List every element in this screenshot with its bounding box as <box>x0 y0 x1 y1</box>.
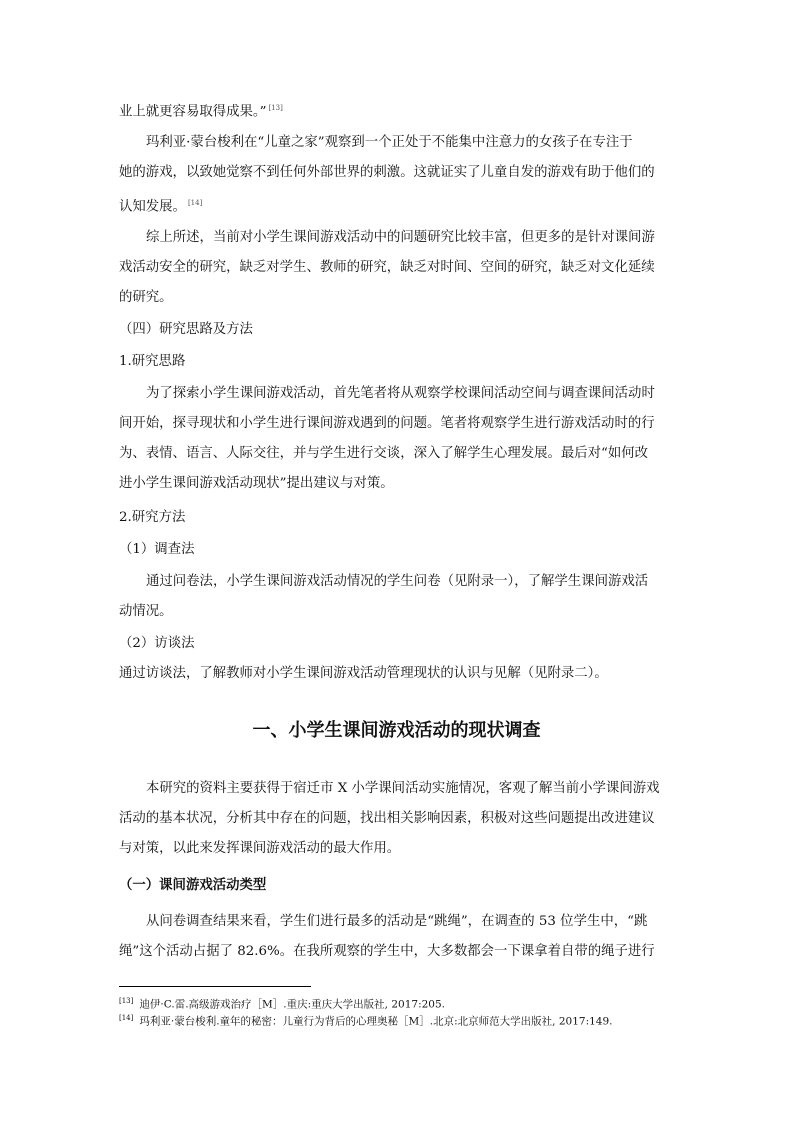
subsection-heading: （四）研究思路及方法 <box>119 322 253 337</box>
subsection-heading: 1.研究思路 <box>119 354 186 369</box>
paragraph-line: 从问卷调查结果来看，学生们进行最多的活动是“跳绳”，在调查的 53 位学生中，“跳 <box>146 914 648 929</box>
section-title: （一）课间游戏活动类型 <box>119 878 267 893</box>
paragraph-line: 为了探索小学生课间游戏活动，首先笔者将从观察学校课间活动空间与调查课间活动时 <box>146 386 655 401</box>
paragraph-line: 绳”这个活动占据了 82.6%。在我所观察的学生中，大多数都会一下课拿着自带的绳子进行 <box>119 944 655 959</box>
chapter-title: 一、小学生课间游戏活动的现状调查 <box>252 720 541 741</box>
paragraph-line: 间开始，探寻现状和小学生进行课间游戏遇到的问题。笔者将观察学生进行游戏活动时的行 <box>119 416 655 431</box>
paragraph-line: 活动的基本状况，分析其中存在的问题，找出相关影响因素，积极对这些问题提出改进建议 <box>119 811 655 826</box>
paragraph-line: 戏活动安全的研究，缺乏对学生、教师的研究，缺乏对时间、空间的研究，缺乏对文化延续 <box>119 260 655 275</box>
paragraph-line: 为、表情、语言、人际交往，并与学生进行交谈，深入了解学生心理发展。最后对“如何改 <box>119 446 649 461</box>
paragraph-line: 业上就更容易取得成果。” [13] <box>119 104 283 120</box>
paragraph-line: 的研究。 <box>119 290 173 305</box>
footnote-text: 玛利亚·蒙台梭利.童年的秘密：儿童行为背后的心理奥秘［M］.北京:北京师范大学出版社, 2017:149. <box>139 1015 613 1028</box>
footnote-mark: [13] <box>119 997 134 1005</box>
footnote-text: 迪伊·C.雷.高级游戏治疗［M］.重庆:重庆大学出版社, 2017:205. <box>139 998 445 1011</box>
footnote-divider <box>119 986 311 987</box>
paragraph-line: 进小学生课间游戏活动现状”提出建议与对策。 <box>119 476 394 491</box>
citation-ref[interactable]: [14] <box>187 199 203 207</box>
paragraph-line: 动情况。 <box>119 604 173 619</box>
paragraph-line: 综上所述，当前对小学生课间游戏活动中的问题研究比较丰富，但更多的是针对课间游 <box>146 230 655 245</box>
subsection-heading: 2.研究方法 <box>119 510 186 525</box>
paragraph-line: 通过问卷法，小学生课间游戏活动情况的学生问卷（见附录一），了解学生课间游戏活 <box>146 574 649 589</box>
footnote <box>119 1011 613 1029</box>
footnote-mark: [14] <box>119 1014 134 1022</box>
paragraph-line: 她的游戏，以致她觉察不到任何外部世界的刺激。这就证实了儿童自发的游戏有助于他们的 <box>119 165 655 180</box>
paragraph-line: 与对策，以此来发挥课间游戏活动的最大作用。 <box>119 841 401 856</box>
footnote <box>119 994 445 1012</box>
paragraph-line: 通过访谈法，了解教师对小学生课间游戏活动管理现状的认识与见解（见附录二）。 <box>119 666 608 681</box>
citation-ref[interactable]: [13] <box>268 104 283 112</box>
paragraph-line: 本研究的资料主要获得于宿迁市 X 小学课间活动实施情况，客观了解当前小学课间游戏 <box>146 781 660 796</box>
subsection-heading: （2）访谈法 <box>119 636 195 651</box>
subsection-heading: （1）调查法 <box>119 542 195 557</box>
paragraph-line: 认知发展。 [14] <box>119 199 203 215</box>
paragraph-line: 玛利亚·蒙台梭利在“儿童之家”观察到一个正处于不能集中注意力的女孩子在专注于 <box>146 135 633 150</box>
